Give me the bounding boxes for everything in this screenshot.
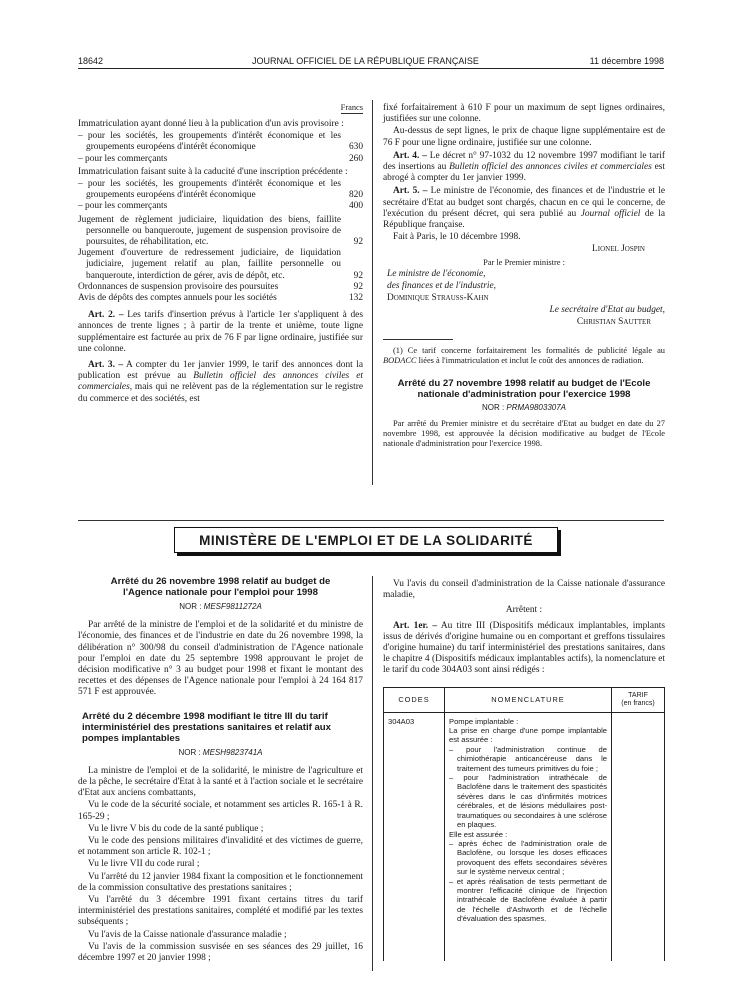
- ministry-banner: [174, 527, 558, 553]
- table-line: – après échec de l'administration orale de Baclofène, ou lorsque les doses efficaces provoquent des effets secondaires sévères sur le système nerveux central ;: [449, 838, 607, 877]
- visa: Vu le code de la sécurité sociale, et notamment ses articles R. 165-1 à R. 165-29 ;: [78, 800, 363, 822]
- footnote: (1) Ce tarif concerne forfaitairement les formalités de publicité légale au BODACC liées à l'immatriculation et inclut le coût des annonces de radiation.: [383, 345, 665, 365]
- francs-label: Francs: [340, 103, 363, 112]
- visa: Vu l'avis de la commission susvisée en ses séances des 29 juillet, 16 décembre 1997 et 20 janvier 1998 ;: [78, 941, 363, 964]
- column-header-tarif: TARIF (en francs): [612, 687, 665, 712]
- article-3: Art. 3. – A compter du 1er janvier 1999, le tarif des annonces dont la publication est prévue au Bulletin officiel des annonces civiles et commerciales, mais qui ne relèvent pas de la réglementation sur le registre du commerce et des sociétés, est: [78, 360, 364, 404]
- paragraph: Au-dessus de sept lignes, le prix de chaque ligne supplémentaire est de 76 F pour une ligne ordinaire, justifiée sur une colonne.: [383, 126, 665, 148]
- paragraph: fixé forfaitairement à 610 F pour un maximum de sept lignes ordinaires, justifiées sur une colonne.: [383, 103, 665, 125]
- ministry-title: MINISTÈRE DE L'EMPLOI ET DE LA SOLIDARITÉ: [199, 532, 533, 548]
- decree-column: [383, 103, 665, 450]
- tariff-column: [78, 103, 363, 406]
- visa: Vu l'arrêté du 3 décembre 1991 fixant certains titres du tarif interministériel des prestations sanitaires, complété et modifié par les textes subséquents ;: [78, 895, 363, 928]
- table-line: Elle est assurée :: [449, 829, 508, 839]
- tariff-row: Jugement de règlement judiciaire, liquidation des biens, faillite personnelle ou banqueroute, jugement de suspension provisoire de poursuites, de réhabilitation, etc. 92: [78, 214, 363, 248]
- visa: Vu l'avis du conseil d'administration de la Caisse nationale d'assurance maladie,: [383, 579, 665, 601]
- tariff-block1-title: Immatriculation ayant donné lieu à la publication d'un avis provisoire :: [78, 119, 344, 129]
- signatory: Christian Sautter: [576, 317, 651, 328]
- arrete-title: Arrêté du 26 novembre 1998 relatif au budget de l'Agence nationale pour l'emploi pour 1998: [110, 576, 331, 598]
- tariff-row: – pour les commerçants 260: [78, 153, 363, 164]
- article-2: Art. 2. – Les tarifs d'insertion prévus à l'article 1er s'appliquent à des annonces de trente lignes ; à partir de la trente et unième, toute ligne supplémentaire est facturée au prix de 76 F par ligne ordinaire, justifiée sur une colonne.: [78, 310, 363, 354]
- nor-reference: NOR : MESF9811272A: [179, 602, 262, 611]
- page-number: 18642: [78, 56, 104, 66]
- arrete-title: Arrêté du 2 décembre 1998 modifiant le titre III du tarif interministériel des prestations sanitaires et relatif aux pompes implantables: [82, 710, 331, 744]
- visa: Vu le livre V bis du code de la santé publique ;: [88, 823, 264, 834]
- visa: Vu l'arrêté du 12 janvier 1984 fixant la composition et le fonctionnement de la commission consultative des prestations sanitaires ;: [78, 871, 363, 893]
- column-header-codes: CODES: [384, 687, 445, 712]
- article-5: Art. 5. – Le ministre de l'économie, des finances et de l'industrie et le secrétaire d'Etat au budget sont chargés, chacun en ce qui le concerne, de l'exécution du présent décret, qui sera publié au Journal officiel de la République française.: [383, 186, 665, 231]
- signatory: Dominique Strauss-Kahn: [387, 293, 489, 304]
- signatory-role: Le ministre de l'économie,: [387, 268, 486, 279]
- signatory: Lionel Jospin: [592, 244, 645, 255]
- article-4: Art. 4. – Le décret n° 97-1032 du 12 novembre 1997 modifiant le tarif des insertions au Bulletin officiel des annonces civiles et commerciales est abrogé à compter du 1er janvier 1999.: [383, 150, 665, 184]
- column-rule: [372, 100, 373, 485]
- column-rule: [372, 576, 373, 971]
- signatory-role: Par le Premier ministre :: [483, 257, 565, 267]
- table-line: – pour l'administration intrathécale de Baclofène dans le traitement des spasticités sévères dans le cas d'infirmités motrices cérébrales, et de lésions médullaires post-traumatiques ou secondaires à une sclérose en plaques.: [449, 773, 607, 830]
- arrete-title: Arrêté du 27 novembre 1998 relatif au budget de l'Ecole nationale d'administration pour l'exercice 1998: [397, 377, 651, 400]
- table-line: – pour l'administration continue de chimiothérapie anticancéreuse dans le traitement des tumeurs primitives du foie ;: [449, 744, 607, 773]
- tariff-block2-title: Immatriculation faisant suite à la caducité d'une inscription précédente :: [78, 166, 348, 177]
- section-rule: [78, 520, 664, 521]
- column-header-nomenclature: NOMENCLATURE: [445, 687, 612, 712]
- code-cell: 304A03: [384, 712, 445, 961]
- tariff-row: Avis de dépôts des comptes annuels pour les sociétés 132: [78, 293, 363, 304]
- signing-place-date: Fait à Paris, le 10 décembre 1998.: [393, 232, 521, 243]
- visa: Vu l'avis de la Caisse nationale d'assurance maladie ;: [88, 929, 287, 940]
- nomenclature-cell: [445, 712, 612, 961]
- table-line: – et après réalisation de tests permettant de montrer l'efficacité clinique de l'injection intrathécale de Baclofène évaluée à partir de l'échelle d'Ashworth et de l'échelle d'évaluation des spasmes.: [449, 876, 607, 924]
- journal-title: JOURNAL OFFICIEL DE LA RÉPUBLIQUE FRANÇAISE: [252, 56, 479, 66]
- signatory-role: des finances et de l'industrie,: [387, 280, 497, 291]
- tariff-row: Ordonnances de suspension provisoire des poursuites 92: [78, 281, 363, 292]
- tariff-row: – pour les sociétés, les groupements d'intérêt économique et les groupements européens d'intérêt économique 630: [78, 131, 363, 153]
- footnote-rule: [383, 339, 453, 340]
- arretent: Arrêtent :: [505, 605, 543, 616]
- paragraph: La ministre de l'emploi et de la solidarité, le ministre de l'agriculture et de la pêche, le secrétaire d'Etat à la santé et à l'action sociale et le secrétaire d'Etat aux anciens combattants,: [78, 765, 363, 799]
- arrete-body: Par arrêté du Premier ministre et du secrétaire d'Etat au budget en date du 27 novembre 1998, est approuvée la décision modificative au budget de l'Ecole nationale d'administration pour l'exercice 1998.: [383, 418, 665, 448]
- tariff-row: Jugement d'ouverture de redressement judiciaire, de liquidation judiciaire, jugement relatif au plan, faillite personnelle ou banqueroute, interdiction de gérer, avis de dépôt, etc. 92: [78, 248, 363, 281]
- visa: Vu le code des pensions militaires d'invalidité et des victimes de guerre, et notamment son article R. 102-1 ;: [78, 836, 363, 858]
- arrete-body: Par arrêté de la ministre de l'emploi et de la solidarité et du ministre de l'économie, des finances et de l'industrie en date du 26 novembre 1998, la délibération n° 300/98 du conseil d'administration de l'Agence nationale pour l'emploi en date du 25 septembre 1998 approuvant le projet de décision modificative n° 3 au budget pour 1998 et fixant le montant des recettes et des dépenses de l'Agence nationale pour l'emploi à 24 164 817 571 F est approuvée.: [78, 620, 363, 698]
- nor-reference: NOR : PRMA9803307A: [481, 402, 567, 412]
- issue-date: 11 décembre 1998: [589, 56, 664, 66]
- pump-column: [383, 579, 665, 961]
- signatory-role: Le secrétaire d'Etat au budget,: [549, 305, 665, 316]
- table-line: Pompe implantable :: [449, 716, 519, 726]
- nor-reference: NOR : MESH9823741A: [178, 747, 263, 757]
- tariff-row: – pour les commerçants 400: [78, 201, 363, 212]
- visa: Vu le livre VII du code rural ;: [88, 859, 200, 870]
- header-rule: [78, 68, 664, 69]
- employment-column: [78, 576, 363, 965]
- tarif-cell: [612, 712, 665, 961]
- table-line: La prise en charge d'une pompe implantable est assurée :: [449, 726, 607, 745]
- nomenclature-table: [383, 687, 665, 961]
- tariff-row: – pour les sociétés, les groupements d'intérêt économique et les groupements européens d'intérêt économique 820: [78, 179, 363, 201]
- article-1: Art. 1er. – Au titre III (Dispositifs médicaux implantables, implants issus de dérivés d'origine humaine ou en comportant et greffons tissulaires d'origine humaine) du tarif interministériel des prestations sanitaires, dans le chapitre 4 (Dispositifs médicaux implantables actifs), la nomenclature et le tarif du code 304A03 sont ainsi rédigés :: [383, 620, 666, 676]
